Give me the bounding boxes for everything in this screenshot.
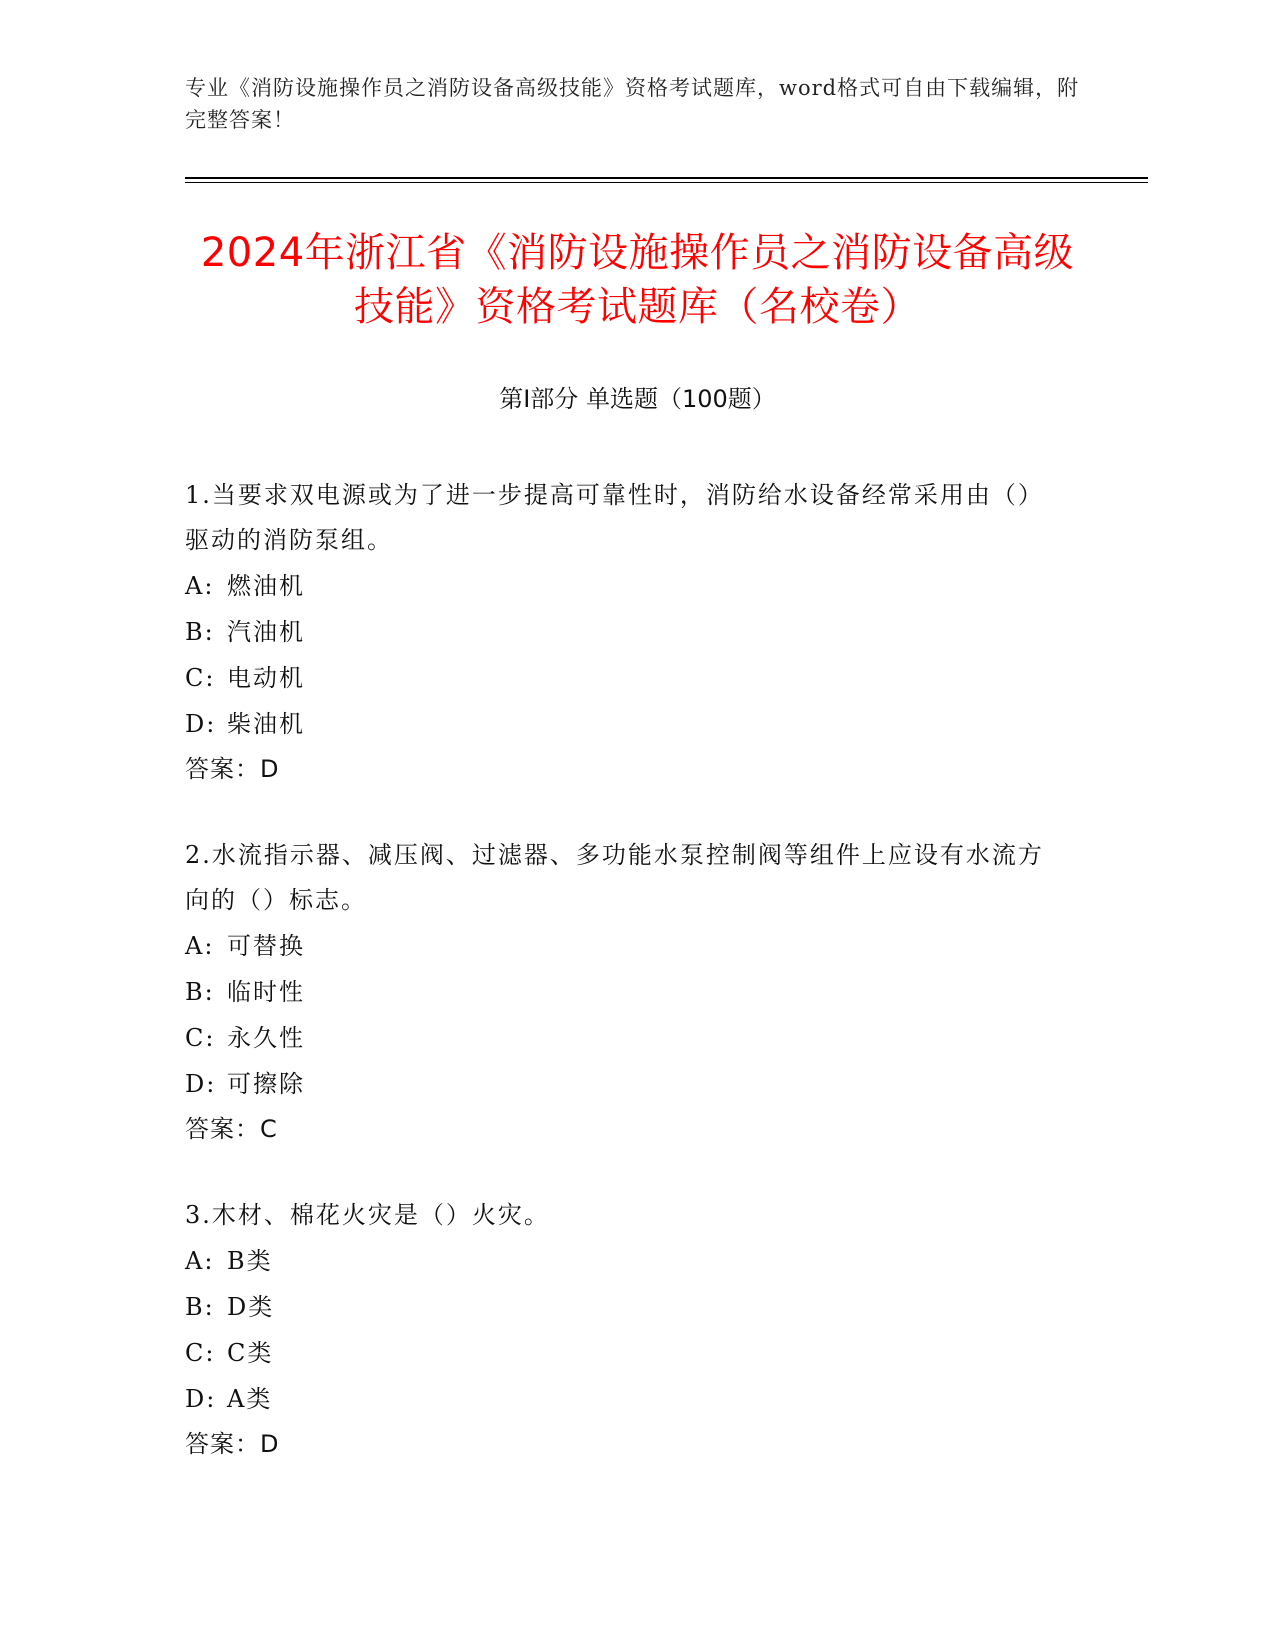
header-rule-thin [185, 182, 1148, 183]
answer-line: 答案：D [185, 755, 280, 783]
option-a [185, 923, 1065, 969]
option-text: 可擦除 [227, 1070, 305, 1098]
option-c [185, 1015, 1065, 1061]
answer-line: 答案：D [185, 1430, 280, 1458]
option-text: 可替换 [227, 932, 305, 960]
document-title: 2024年浙江省《消防设施操作员之消防设备高级技能》资格考试题库（名校卷） [200, 230, 1075, 330]
option-key: C: [185, 1024, 216, 1052]
option-d [185, 1376, 1065, 1422]
option-key: D: [185, 1070, 217, 1098]
question-stem: 3.木材、棉花火灾是（）火灾。 [185, 1201, 550, 1229]
option-text: 临时性 [227, 978, 305, 1006]
option-key: D: [185, 1385, 217, 1413]
option-key: A: [185, 572, 215, 600]
option-text: C类 [227, 1339, 274, 1367]
option-a [185, 563, 1065, 609]
option-c [185, 655, 1065, 701]
option-b [185, 969, 1065, 1015]
header-rule-thick [185, 177, 1148, 179]
option-key: D: [185, 710, 217, 738]
option-text: 燃油机 [227, 572, 305, 600]
question-stem: 2.水流指示器、减压阀、过滤器、多功能水泵控制阀等组件上应设有水流方向的（）标志。 [185, 841, 1044, 914]
option-c [185, 1330, 1065, 1376]
option-d [185, 701, 1065, 747]
option-b [185, 1284, 1065, 1330]
option-key: B: [185, 618, 215, 646]
question-stem: 1.当要求双电源或为了进一步提高可靠性时，消防给水设备经常采用由（）驱动的消防泵组。 [185, 481, 1044, 554]
option-key: A: [185, 1247, 215, 1275]
option-key: B: [185, 978, 215, 1006]
option-text: 汽油机 [227, 618, 305, 646]
answer-line: 答案：C [185, 1115, 278, 1143]
question-1 [185, 473, 1065, 791]
option-key: A: [185, 932, 215, 960]
option-key: C: [185, 664, 216, 692]
option-a [185, 1238, 1065, 1284]
section-heading: 第I部分 单选题（100题） [499, 385, 776, 413]
option-text: 柴油机 [227, 710, 305, 738]
option-text: 电动机 [227, 664, 305, 692]
question-list [185, 473, 1065, 1508]
option-text: D类 [227, 1293, 275, 1321]
header-note: 专业《消防设施操作员之消防设备高级技能》资格考试题库，word格式可自由下载编辑，附完整答案！ [185, 76, 1080, 132]
option-text: A类 [227, 1385, 273, 1413]
option-d [185, 1061, 1065, 1107]
option-key: B: [185, 1293, 215, 1321]
option-text: B类 [227, 1247, 273, 1275]
question-2 [185, 833, 1065, 1151]
option-b [185, 609, 1065, 655]
option-key: C: [185, 1339, 216, 1367]
option-text: 永久性 [227, 1024, 305, 1052]
question-3 [185, 1193, 1065, 1466]
